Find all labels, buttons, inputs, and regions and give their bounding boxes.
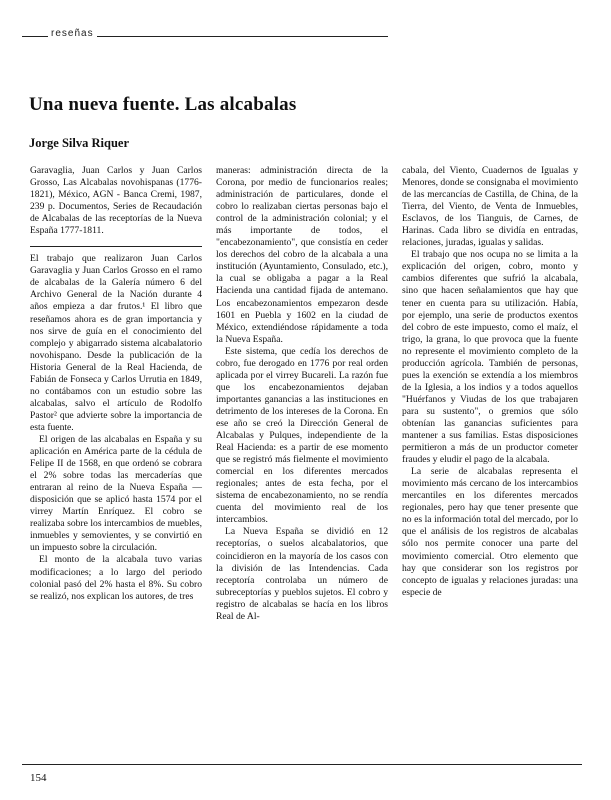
paragraph: La serie de alcabalas representa el movimiento más cercano de los intercambios mercantiles en los diferentes mercados regionales, pero hay que tener presente que no es la información total del mercado, por lo que el análisis de los registros de alcabalas sólo nos permite conocer una parte del movimiento comercial. Otro elemento que hay que considerar son los registros por concepto de igualas y relaciones juradas: una especie de [402, 466, 578, 598]
paragraph: maneras: administración directa de la Corona, por medio de funcionarios reales; administración de particulares, donde el cobro lo realizaban ciertas personas bajo el control de la administración colonial; y el más importante de todos, el "encabezonamiento", que consistía en ceder los derechos del cobro de la alcabala a una institución (Ayuntamiento, Consulado, etc.), la cual se obligaba a pagar a la Real Hacienda una cantidad fijada de antemano. Los encabezonamientos empezaron desde 1601 en Puebla y 1602 en la ciudad de México, extendiéndose rápidamente a toda la Nueva España. [216, 165, 388, 345]
text-column-3 [402, 165, 578, 599]
text-column-1 [30, 165, 202, 603]
paragraph: El origen de las alcabalas en España y su aplicación en América parte de la cédula de Felipe II de 1568, en que ordenó se cobrara el 2% sobre todas las mercaderías que entraran al reino de la Nueva España —disposición que se aplicó hasta 1574 por el virrey Martín Enríquez. El cobro se realizaba sobre los intercambios de muebles, inmuebles y semovientes, y se convirtió en un impuesto sobre la circulación. [30, 433, 202, 554]
paragraph: El trabajo que realizaron Juan Carlos Garavaglia y Juan Carlos Grosso en el ramo de alcabalas de la Galería número 6 del Archivo General de la Nación durante 4 años empieza a dar frutos.¹ El libro que reseñamos ahora es de gran importancia y nos sirve de guía en el conocimiento del complejo y abigarrado sistema alcabalatorio novohispano. Desde la publicación de la Historia General de la Real Hacienda, de Fabián de Fonseca y Carlos Urrutia en 1849, no contábamos con un estudio sobre las alcabalas, salvo el artículo de Rodolfo Pastor² que advierte sobre la importancia de esta fuente. [30, 253, 202, 433]
footer-rule [22, 764, 582, 765]
paragraph: El monto de la alcabala tuvo varias modificaciones; a lo largo del periodo colonial pasó del 2% hasta el 8%. Su cobro se realizó, nos explican los autores, de tres [30, 554, 202, 602]
reference-divider [30, 246, 202, 247]
article-author: Jorge Silva Riquer [29, 136, 129, 150]
paragraph: La Nueva España se dividió en 12 receptorías, o suelos alcabalatorios, que coincidieron en la mayoría de los casos con la división de las Intendencias. Cada receptoría controlaba un número de subreceptorías y pueblos sujetos. El cobro y registro de alcabalas se hacía en los libros Real de Al- [216, 526, 388, 622]
paragraph: cabala, del Viento, Cuadernos de Igualas y Menores, donde se consignaba el movimiento de las mercancías de Castilla, de China, de la Tierra, del Viento, de Venta de Inmuebles, Esclavos, de los Tianguis, de Carnes, de Harinas. Cada libro se dividía en entradas, relaciones, juradas, igualas y salidas. [402, 165, 578, 249]
bibliographic-reference: Garavaglia, Juan Carlos y Juan Carlos Grosso, Las Alcabalas novohispanas (1776-1821), México, AGN - Banca Cremi, 1987, 239 p. Documentos, Series de Recaudación de Alcabalas de las receptorías de la Nueva España 1777-1811. [30, 165, 202, 237]
article-title: Una nueva fuente. Las alcabalas [29, 94, 297, 115]
paragraph: El trabajo que nos ocupa no se limita a la explicación del origen, cobro, monto y cambios diferentes que sufrió la alcabala, sino que hacen señalamientos que hay que tener en cuenta para su utilización. Había, por ejemplo, una serie de productos exentos del cobro de este impuesto, como el maíz, el trigo, la grana, lo que provoca que la fuente no represente el movimiento completo de la producción agrícola. También de personas, pues la exención se extendía a los miembros de la Iglesia, a los indios y a todos aquellos "Huérfanos y Viudas de los que trabajaren para su sustento", o gremios que sólo obtenían las ganancias suficientes para mantener a sus familias. Estas disposiciones permitieron a más de un productor cometer fraudes y eludir el pago de la alcabala. [402, 249, 578, 466]
page-number: 154 [30, 772, 47, 784]
section-label: reseñas [48, 28, 97, 39]
text-column-2 [216, 165, 388, 623]
paragraph: Este sistema, que cedía los derechos de cobro, fue derogado en 1776 por real orden aplicada por el virrey Bucareli. La razón fue que los encabezonamientos dejaban importantes ganancias a las instituciones en detrimento de los intereses de la Corona. En ese año se creó la Dirección General de Alcabalas y Pulques, independiente de la Real Hacienda: es a partir de ese momento que se registró más fielmente el movimiento comercial en los diferentes mercados regionales; antes de esta fecha, por el sistema de encabezonamiento, no se rendía cuenta del movimiento real de los intercambios. [216, 345, 388, 526]
